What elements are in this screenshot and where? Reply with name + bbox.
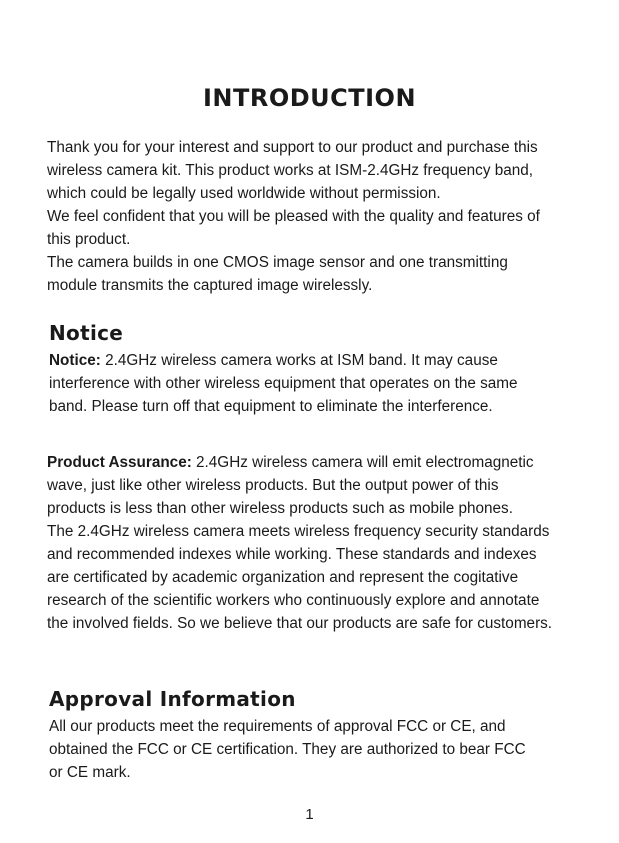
intro-line: module transmits the captured image wirelessly. bbox=[47, 277, 373, 294]
notice-line bbox=[49, 349, 609, 372]
assurance-line: are certificated by academic organization and represent the cogitative bbox=[47, 569, 519, 586]
intro-line: which could be legally used worldwide without permission. bbox=[47, 185, 441, 202]
assurance-paragraph bbox=[47, 451, 607, 635]
intro-line: The camera builds in one CMOS image sensor and one transmitting bbox=[47, 254, 508, 271]
intro-line: wireless camera kit. This product works at ISM-2.4GHz frequency band, bbox=[47, 162, 534, 179]
page-number: 1 bbox=[305, 806, 314, 823]
intro-line: We feel confident that you will be pleased with the quality and features of bbox=[47, 208, 540, 225]
assurance-lead: Product Assurance: bbox=[47, 454, 192, 471]
assurance-line: The 2.4GHz wireless camera meets wireless frequency security standards bbox=[47, 523, 550, 540]
intro-line: this product. bbox=[47, 231, 131, 248]
assurance-first-text: 2.4GHz wireless camera will emit electromagnetic bbox=[191, 454, 534, 471]
assurance-line: the involved fields. So we believe that our products are safe for customers. bbox=[47, 615, 553, 632]
notice-lead: Notice: bbox=[49, 352, 101, 369]
approval-paragraph bbox=[49, 715, 609, 784]
intro-line: Thank you for your interest and support to our product and purchase this bbox=[47, 139, 538, 156]
notice-first-text: 2.4GHz wireless camera works at ISM band. It may cause bbox=[100, 352, 498, 369]
approval-line: obtained the FCC or CE certification. They are authorized to bear FCC bbox=[49, 741, 526, 758]
assurance-line: products is less than other wireless products such as mobile phones. bbox=[47, 500, 513, 517]
notice-line: band. Please turn off that equipment to eliminate the interference. bbox=[49, 398, 493, 415]
assurance-line: wave, just like other wireless products. But the output power of this bbox=[47, 477, 499, 494]
intro-paragraph bbox=[47, 136, 607, 297]
assurance-line: and recommended indexes while working. These standards and indexes bbox=[47, 546, 537, 563]
assurance-line bbox=[47, 451, 607, 474]
notice-line: interference with other wireless equipment that operates on the same bbox=[49, 375, 518, 392]
assurance-line: research of the scientific workers who continuously explore and annotate bbox=[47, 592, 540, 609]
notice-paragraph bbox=[49, 349, 609, 418]
notice-heading: Notice bbox=[49, 321, 124, 345]
approval-line: or CE mark. bbox=[49, 764, 131, 781]
page-title: INTRODUCTION bbox=[202, 84, 417, 112]
approval-heading: Approval Information bbox=[49, 687, 296, 711]
approval-line: All our products meet the requirements of approval FCC or CE, and bbox=[49, 718, 506, 735]
